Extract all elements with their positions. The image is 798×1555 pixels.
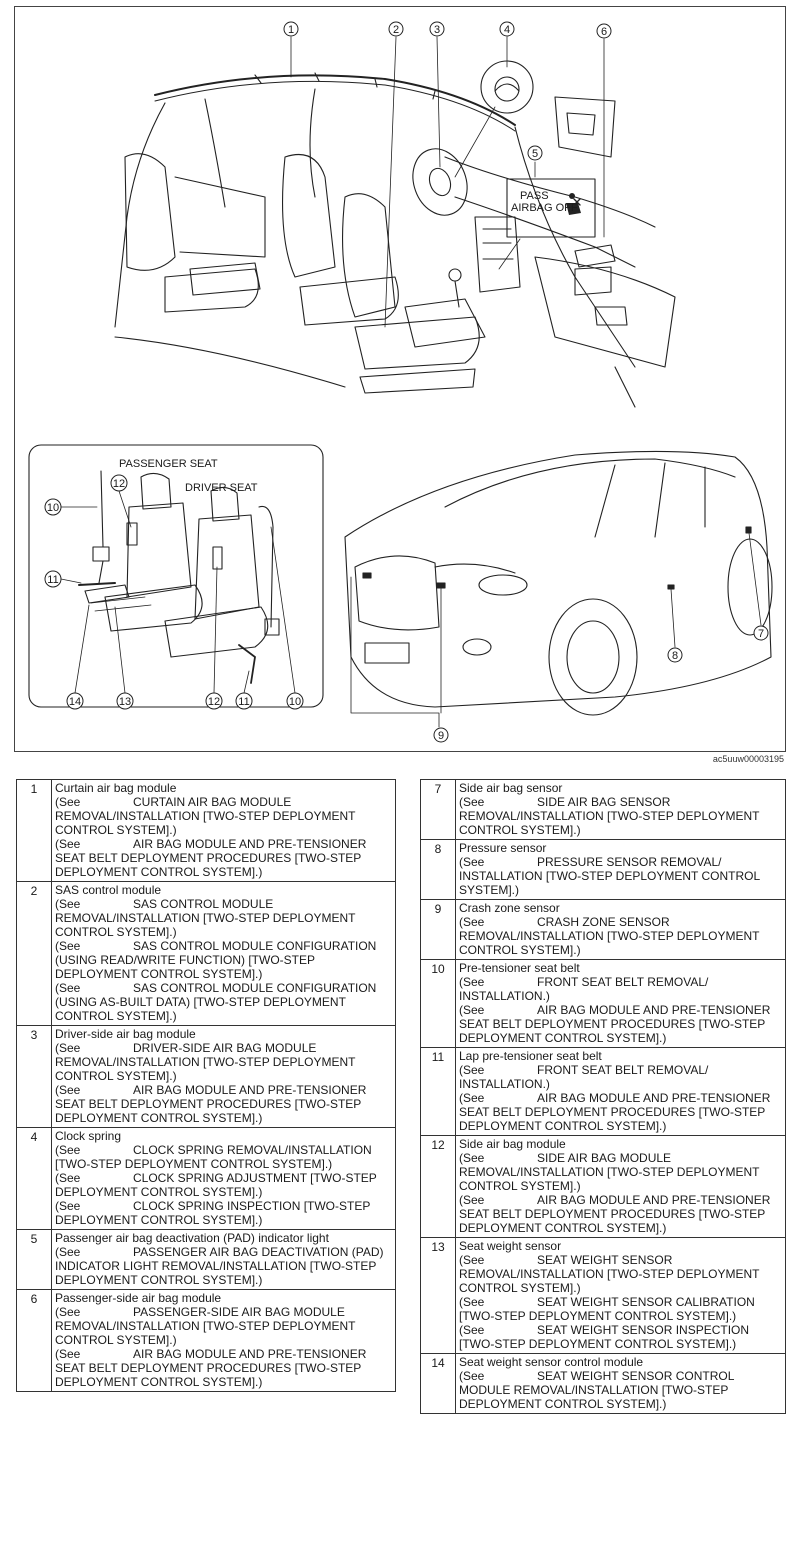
part-description <box>52 780 396 882</box>
reference-link[interactable] <box>55 1171 392 1199</box>
see-prefix: (See <box>459 1193 485 1207</box>
part-name: Passenger air bag deactivation (PAD) indicator light <box>55 1231 329 1245</box>
callout-leaders-inset <box>61 491 295 693</box>
reference-title[interactable]: CLOCK SPRING ADJUSTMENT [TWO-STEP DEPLOYMENT CONTROL SYSTEM].) <box>55 1171 377 1199</box>
part-name: Lap pre-tensioner seat belt <box>459 1049 602 1063</box>
passenger-airbag-module-shape <box>575 245 615 267</box>
see-prefix: (See <box>55 1305 81 1319</box>
part-row <box>17 1290 396 1392</box>
clock-spring-detail <box>481 61 533 113</box>
svg-text:8: 8 <box>671 650 679 662</box>
figure-drawing <box>15 7 785 751</box>
part-number: 3 <box>17 1026 52 1128</box>
part-number: 7 <box>421 780 456 840</box>
seat-inset-frame <box>29 445 323 707</box>
reference-title[interactable]: CRASH ZONE SENSOR REMOVAL/INSTALLATION [TWO-STEP DEPLOYMENT CONTROL SYSTEM].) <box>459 915 760 957</box>
seat-inset-drawing <box>79 471 279 683</box>
svg-text:13: 13 <box>118 696 132 708</box>
part-description <box>456 1238 786 1354</box>
interior-view <box>115 73 675 407</box>
figure-code: ac5uuw00003195 <box>712 754 784 764</box>
callout-8 <box>668 648 682 662</box>
part-number: 1 <box>17 780 52 882</box>
part-number: 14 <box>421 1354 456 1414</box>
part-description <box>456 1048 786 1136</box>
part-description <box>52 1128 396 1230</box>
pad-text-line2: AIRBAG OFF <box>511 202 578 214</box>
see-prefix: (See <box>459 975 485 989</box>
parts-table-left <box>16 779 396 1392</box>
reference-link[interactable] <box>459 1063 782 1091</box>
see-prefix: (See <box>55 1171 81 1185</box>
reference-title[interactable]: SEAT WEIGHT SENSOR CONTROL MODULE REMOVAL/INSTALLATION [TWO-STEP DEPLOYMENT CONTROL SYSTEM].) <box>459 1369 734 1411</box>
callout-10-left <box>45 499 61 515</box>
callout-7 <box>754 626 768 640</box>
reference-link[interactable] <box>459 915 782 957</box>
svg-text:7: 7 <box>757 628 765 640</box>
part-name: Passenger-side air bag module <box>55 1291 222 1305</box>
svg-text:12: 12 <box>112 478 126 490</box>
part-row <box>17 1128 396 1230</box>
part-number: 13 <box>421 1238 456 1354</box>
part-row <box>421 1354 786 1414</box>
reference-title[interactable]: CLOCK SPRING REMOVAL/INSTALLATION [TWO-STEP DEPLOYMENT CONTROL SYSTEM].) <box>55 1143 372 1171</box>
part-description <box>456 960 786 1048</box>
part-row <box>421 1238 786 1354</box>
reference-link[interactable] <box>459 1253 782 1295</box>
see-prefix: (See <box>55 1143 81 1157</box>
callout-12-left <box>111 475 127 491</box>
svg-text:12: 12 <box>207 696 221 708</box>
part-description <box>456 900 786 960</box>
reference-link[interactable] <box>459 975 782 1003</box>
reference-link[interactable] <box>459 795 782 837</box>
part-row <box>421 900 786 960</box>
svg-text:10: 10 <box>46 502 60 514</box>
part-description <box>456 780 786 840</box>
part-row <box>17 882 396 1026</box>
reference-link[interactable] <box>55 1041 392 1083</box>
part-name: SAS control module <box>55 883 162 897</box>
part-description <box>52 1026 396 1128</box>
part-name: Curtain air bag module <box>55 781 177 795</box>
reference-title[interactable]: SAS CONTROL MODULE REMOVAL/INSTALLATION [TWO-STEP DEPLOYMENT CONTROL SYSTEM].) <box>55 897 356 939</box>
reference-title[interactable]: AIR BAG MODULE AND PRE-TENSIONER SEAT BELT DEPLOYMENT PROCEDURES [TWO-STEP DEPLOYMENT CONTROL SYSTEM].) <box>55 1347 367 1389</box>
svg-text:6: 6 <box>600 26 608 38</box>
part-row <box>421 840 786 900</box>
part-name: Driver-side air bag module <box>55 1027 196 1041</box>
see-prefix: (See <box>459 1323 485 1337</box>
part-name: Side air bag module <box>459 1137 566 1151</box>
callout-12-right <box>206 693 222 709</box>
reference-link[interactable] <box>459 1091 782 1133</box>
reference-link[interactable] <box>459 855 782 897</box>
reference-link[interactable] <box>55 1199 392 1227</box>
reference-link[interactable] <box>55 1245 392 1287</box>
driver-seat-label: DRIVER SEAT <box>185 482 258 494</box>
part-number: 11 <box>421 1048 456 1136</box>
reference-title[interactable]: SEAT WEIGHT SENSOR CALIBRATION [TWO-STEP DEPLOYMENT CONTROL SYSTEM].) <box>459 1295 755 1323</box>
see-prefix: (See <box>55 981 81 995</box>
see-prefix: (See <box>459 1253 485 1267</box>
see-prefix: (See <box>55 1245 81 1259</box>
svg-text:5: 5 <box>531 148 539 160</box>
part-name: Seat weight sensor control module <box>459 1355 644 1369</box>
pad-text-line1: PASS <box>520 190 549 202</box>
see-prefix: (See <box>459 1369 485 1383</box>
part-name: Pressure sensor <box>459 841 547 855</box>
reference-title[interactable]: CLOCK SPRING INSPECTION [TWO-STEP DEPLOYMENT CONTROL SYSTEM].) <box>55 1199 371 1227</box>
part-number: 5 <box>17 1230 52 1290</box>
part-name: Seat weight sensor <box>459 1239 562 1253</box>
reference-link[interactable] <box>459 1295 782 1323</box>
reference-link[interactable] <box>55 795 392 837</box>
part-name: Side air bag sensor <box>459 781 563 795</box>
see-prefix: (See <box>55 795 81 809</box>
svg-text:1: 1 <box>287 24 295 36</box>
svg-text:9: 9 <box>437 730 445 742</box>
reference-link[interactable] <box>459 1151 782 1193</box>
callout-10-right <box>287 693 303 709</box>
reference-title[interactable]: AIR BAG MODULE AND PRE-TENSIONER SEAT BELT DEPLOYMENT PROCEDURES [TWO-STEP DEPLOYMENT CONTROL SYSTEM].) <box>459 1193 771 1235</box>
callout-2 <box>389 22 403 36</box>
reference-title[interactable]: SEAT WEIGHT SENSOR INSPECTION [TWO-STEP DEPLOYMENT CONTROL SYSTEM].) <box>459 1323 750 1351</box>
see-prefix: (See <box>459 915 485 929</box>
exterior-view <box>345 451 772 715</box>
reference-title[interactable]: SIDE AIR BAG SENSOR REMOVAL/INSTALLATION [TWO-STEP DEPLOYMENT CONTROL SYSTEM].) <box>459 795 760 837</box>
reference-link[interactable] <box>459 1369 782 1411</box>
reference-link[interactable] <box>459 1003 782 1045</box>
part-number: 12 <box>421 1136 456 1238</box>
reference-link[interactable] <box>55 981 392 1023</box>
callout-1 <box>284 22 298 36</box>
see-prefix: (See <box>459 1151 485 1165</box>
part-number: 6 <box>17 1290 52 1392</box>
callout-13 <box>117 693 133 709</box>
part-description <box>52 1230 396 1290</box>
part-number: 2 <box>17 882 52 1026</box>
part-row <box>421 1136 786 1238</box>
reference-link[interactable] <box>55 897 392 939</box>
svg-text:3: 3 <box>433 24 441 36</box>
svg-text:4: 4 <box>503 24 511 36</box>
part-description <box>52 882 396 1026</box>
reference-title[interactable]: PRESSURE SENSOR REMOVAL/ INSTALLATION [TWO-STEP DEPLOYMENT CONTROL SYSTEM].) <box>459 855 760 897</box>
see-prefix: (See <box>55 939 81 953</box>
part-number: 8 <box>421 840 456 900</box>
reference-link[interactable] <box>459 1323 782 1351</box>
part-row <box>17 1230 396 1290</box>
reference-title[interactable]: AIR BAG MODULE AND PRE-TENSIONER SEAT BELT DEPLOYMENT PROCEDURES [TWO-STEP DEPLOYMENT CONTROL SYSTEM].) <box>459 1091 771 1133</box>
reference-link[interactable] <box>55 1347 392 1389</box>
callout-4 <box>500 22 514 36</box>
callout-14 <box>67 693 83 709</box>
reference-title[interactable]: FRONT SEAT BELT REMOVAL/ INSTALLATION.) <box>459 975 709 1003</box>
part-name: Pre-tensioner seat belt <box>459 961 580 975</box>
callout-5 <box>528 146 542 160</box>
reference-title[interactable]: FRONT SEAT BELT REMOVAL/ INSTALLATION.) <box>459 1063 709 1091</box>
callout-9 <box>434 728 448 742</box>
callout-11-left <box>45 571 61 587</box>
reference-link[interactable] <box>55 837 392 879</box>
part-description <box>456 1136 786 1238</box>
reference-title[interactable]: AIR BAG MODULE AND PRE-TENSIONER SEAT BELT DEPLOYMENT PROCEDURES [TWO-STEP DEPLOYMENT CONTROL SYSTEM].) <box>55 1083 367 1125</box>
reference-link[interactable] <box>55 1143 392 1171</box>
see-prefix: (See <box>459 1003 485 1017</box>
see-prefix: (See <box>55 1347 81 1361</box>
reference-title[interactable]: PASSENGER AIR BAG DEACTIVATION (PAD) INDICATOR LIGHT REMOVAL/INSTALLATION [TWO-STEP DEPLOYMENT CONTROL SYSTEM].) <box>55 1245 384 1287</box>
see-prefix: (See <box>459 795 485 809</box>
reference-title[interactable]: SEAT WEIGHT SENSOR REMOVAL/INSTALLATION [TWO-STEP DEPLOYMENT CONTROL SYSTEM].) <box>459 1253 760 1295</box>
reference-title[interactable]: AIR BAG MODULE AND PRE-TENSIONER SEAT BELT DEPLOYMENT PROCEDURES [TWO-STEP DEPLOYMENT CONTROL SYSTEM].) <box>55 837 367 879</box>
see-prefix: (See <box>459 1091 485 1105</box>
reference-link[interactable] <box>55 939 392 981</box>
callout-3 <box>430 22 444 36</box>
part-description <box>456 1354 786 1414</box>
part-name: Crash zone sensor <box>459 901 560 915</box>
see-prefix: (See <box>55 897 81 911</box>
part-row <box>421 1048 786 1136</box>
callout-markers <box>45 22 768 742</box>
part-description <box>52 1290 396 1392</box>
callout-11-right <box>236 693 252 709</box>
see-prefix: (See <box>55 1083 81 1097</box>
reference-link[interactable] <box>55 1305 392 1347</box>
reference-title[interactable]: SAS CONTROL MODULE CONFIGURATION (USING READ/WRITE FUNCTION) [TWO-STEP DEPLOYMENT CONTROL SYSTEM].) <box>55 939 377 981</box>
reference-link[interactable] <box>55 1083 392 1125</box>
reference-link[interactable] <box>459 1193 782 1235</box>
reference-title[interactable]: SAS CONTROL MODULE CONFIGURATION (USING AS-BUILT DATA) [TWO-STEP DEPLOYMENT CONTROL SYSTEM].) <box>55 981 377 1023</box>
part-number: 10 <box>421 960 456 1048</box>
see-prefix: (See <box>55 1041 81 1055</box>
reference-title[interactable]: AIR BAG MODULE AND PRE-TENSIONER SEAT BELT DEPLOYMENT PROCEDURES [TWO-STEP DEPLOYMENT CONTROL SYSTEM].) <box>459 1003 771 1045</box>
part-row <box>17 1026 396 1128</box>
svg-text:10: 10 <box>288 696 302 708</box>
part-number: 4 <box>17 1128 52 1230</box>
airbag-system-figure <box>14 6 786 752</box>
reference-title[interactable]: DRIVER-SIDE AIR BAG MODULE REMOVAL/INSTALLATION [TWO-STEP DEPLOYMENT CONTROL SYSTEM].) <box>55 1041 356 1083</box>
reference-title[interactable]: CURTAIN AIR BAG MODULE REMOVAL/INSTALLATION [TWO-STEP DEPLOYMENT CONTROL SYSTEM].) <box>55 795 356 837</box>
svg-text:11: 11 <box>47 574 59 586</box>
see-prefix: (See <box>459 1063 485 1077</box>
parts-table-right <box>420 779 786 1414</box>
part-description <box>456 840 786 900</box>
see-prefix: (See <box>459 855 485 869</box>
svg-text:11: 11 <box>238 696 250 708</box>
svg-text:14: 14 <box>68 696 82 708</box>
see-prefix: (See <box>459 1295 485 1309</box>
see-prefix: (See <box>55 1199 81 1213</box>
part-number: 9 <box>421 900 456 960</box>
part-row <box>421 960 786 1048</box>
part-row <box>17 780 396 882</box>
callout-6 <box>597 24 611 38</box>
passenger-seat-label: PASSENGER SEAT <box>119 458 218 470</box>
part-name: Clock spring <box>55 1129 122 1143</box>
svg-text:2: 2 <box>392 24 400 36</box>
reference-title[interactable]: SIDE AIR BAG MODULE REMOVAL/INSTALLATION [TWO-STEP DEPLOYMENT CONTROL SYSTEM].) <box>459 1151 760 1193</box>
reference-title[interactable]: PASSENGER-SIDE AIR BAG MODULE REMOVAL/INSTALLATION [TWO-STEP DEPLOYMENT CONTROL SYSTEM].) <box>55 1305 356 1347</box>
see-prefix: (See <box>55 837 81 851</box>
part-row <box>421 780 786 840</box>
